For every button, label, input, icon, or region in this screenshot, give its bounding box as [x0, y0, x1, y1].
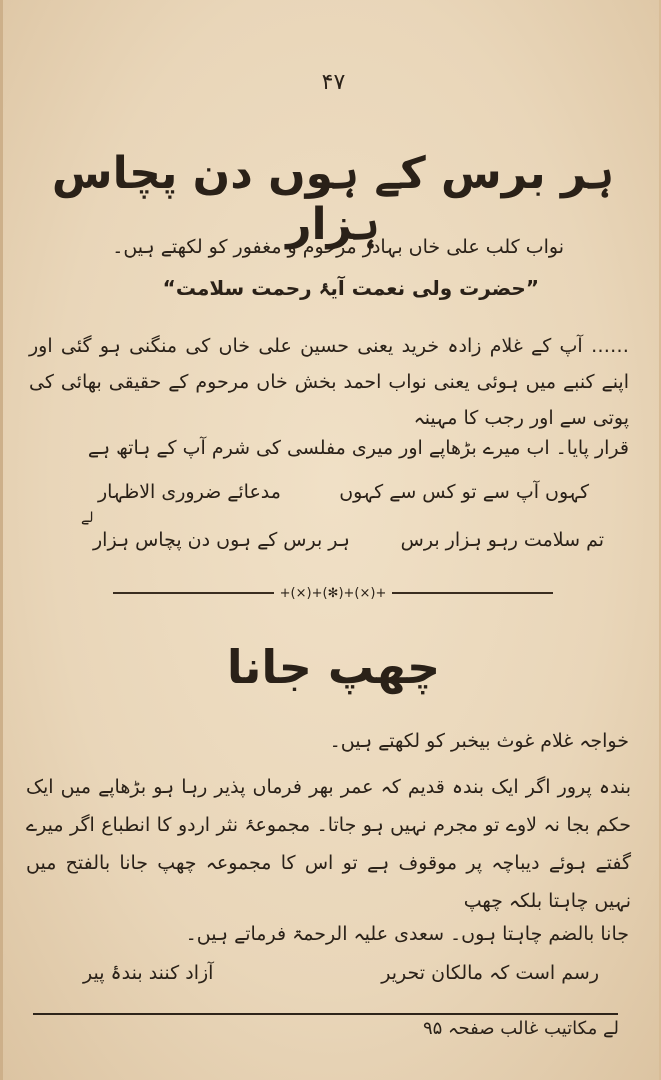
footnote: لے مکاتیب غالب صفحہ ۹۵ [422, 1018, 619, 1039]
verse-line2-right: تم سلامت رہو ہزار برس [400, 529, 604, 551]
letter2-body-last: جانا بالضم چاہتا ہوں۔ سعدی علیہ الرحمۃ فرماتے ہیں۔ [185, 923, 629, 945]
divider-ornament: +(×)+(✻)+(×)+ [279, 585, 387, 601]
letter2-body: بندہ پرور اگر ایک بندہ قدیم کہ عمر بھر فرماں پذیر رہا ہو بڑھاپے میں ایک حکم بجا نہ لاوے تو مجرم نہیں ہو جاتا۔ مجموعۂ نثر اردو کا انطباع اگر میرے گفتے ہوئے دیباچہ پر موقوف ہے تو اس کا مجموعہ چھپ جانا بالفتح میں نہیں چاہتا بلکہ چھپ [26, 776, 631, 912]
letter1-body-last: قرار پایا۔ اب میرے بڑھاپے اور میری مفلسی کی شرم آپ کے ہاتھ ہے [87, 437, 629, 459]
letter1-body: …… آپ کے غلام زادہ خرید یعنی حسین علی خاں کی منگنی ہو گئی اور اپنے کنبے میں ہوئی یعنی نواب احمد بخش خاں مرحوم کے حقیقی بھائی کی پوتی سے اور رجب کا مہینہ [29, 335, 629, 429]
quote-right: رسم است کہ مالکان تحریر [381, 962, 599, 984]
page-number: ۴۷ [321, 70, 346, 95]
footnote-rule [33, 1013, 618, 1015]
letter2-title: چھپ جانا [226, 640, 441, 694]
quote-left: آزاد کنند بندۂ پیر [83, 962, 214, 984]
verse-line1-right: کہوں آپ سے تو کس سے کہوں [339, 481, 589, 503]
letter1-subtitle: نواب کلب علی خاں بہادر مرحوم و مغفور کو لکھتے ہیں۔ [112, 236, 564, 258]
letter1-title: ہر برس کے ہوں دن پچاس ہزار [51, 148, 615, 250]
letter1-address: ”حضرت ولی نعمت آیۂ رحمت سلامت“ [162, 276, 539, 300]
verse-line2-left: ہر برس کے ہوں دن پچاس ہزار [93, 529, 350, 551]
footnote-marker: لے [81, 510, 94, 526]
section-divider [113, 586, 553, 600]
divider-rule-right [392, 592, 553, 594]
divider-rule-left [113, 592, 274, 594]
letter2-subtitle: خواجہ غلام غوث بیخبر کو لکھتے ہیں۔ [329, 730, 629, 752]
verse-line1-left: مدعائے ضروری الاظہار [98, 481, 281, 503]
